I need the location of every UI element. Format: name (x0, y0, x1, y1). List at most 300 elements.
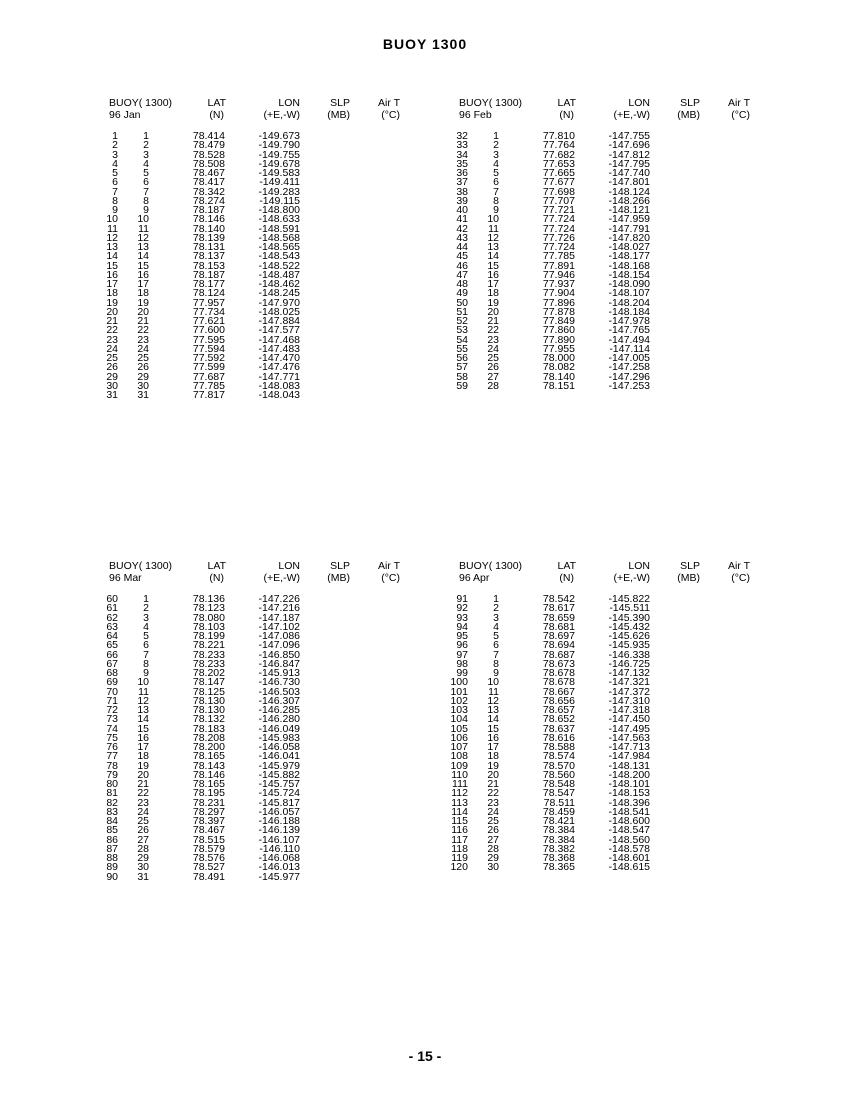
cell-day: 2 (493, 602, 499, 615)
table-row (450, 326, 850, 335)
cell-lat: 77.937 (542, 278, 575, 290)
cell-day: 12 (487, 694, 499, 707)
data-block-apr (450, 560, 850, 873)
cell-index: 51 (456, 305, 468, 318)
cell-day: 4 (493, 620, 499, 633)
cell-lon: -147.884 (258, 315, 300, 327)
cell-lon: -147.495 (608, 722, 650, 735)
cell-lat: 78.146 (192, 213, 225, 226)
header-lon-unit: (+E,-W) (263, 109, 300, 121)
cell-index: 33 (456, 139, 468, 152)
cell-lat: 77.810 (542, 130, 575, 142)
header-airt-unit: (°C) (731, 572, 750, 584)
cell-day: 13 (487, 241, 499, 253)
table-row (450, 694, 850, 707)
cell-lat: 77.890 (542, 333, 575, 346)
cell-lat: 77.721 (542, 204, 575, 216)
cell-lon: -145.913 (258, 667, 300, 679)
table-row (450, 863, 850, 872)
cell-day: 11 (138, 222, 149, 235)
cell-index: 61 (106, 602, 118, 615)
cell-lat: 78.687 (542, 648, 575, 661)
cell-index: 59 (456, 379, 468, 392)
cell-lat: 78.678 (542, 676, 575, 689)
cell-lon: -149.583 (258, 167, 300, 179)
cell-index: 49 (456, 287, 468, 300)
cell-lat: 78.459 (542, 805, 575, 818)
cell-index: 56 (456, 352, 468, 364)
cell-index: 60 (106, 593, 118, 605)
cell-lon: -146.338 (608, 648, 650, 661)
cell-day: 30 (137, 861, 149, 874)
cell-lat: 78.233 (192, 657, 225, 670)
cell-index: 16 (106, 268, 118, 281)
cell-index: 117 (451, 833, 468, 846)
cell-lon: -148.090 (608, 278, 650, 290)
cell-lon: -145.390 (608, 611, 650, 624)
cell-index: 9 (112, 204, 118, 216)
cell-lat: 78.130 (192, 704, 225, 716)
cell-index: 23 (106, 333, 118, 346)
header-lon-unit: (+E,-W) (613, 109, 650, 121)
cell-lat: 77.592 (192, 352, 225, 364)
cell-index: 78 (106, 759, 118, 772)
table-row (450, 604, 850, 613)
cell-lat: 78.297 (192, 805, 225, 818)
header-lon-unit: (+E,-W) (263, 572, 300, 584)
cell-lat: 78.368 (542, 852, 575, 864)
cell-lat: 78.124 (192, 287, 225, 300)
cell-lat: 78.508 (192, 157, 225, 170)
table-row (450, 768, 850, 781)
cell-lat: 78.382 (542, 842, 575, 855)
cell-day: 14 (487, 713, 499, 726)
cell-day: 3 (493, 611, 499, 624)
header-lat-unit: (N) (209, 572, 224, 584)
cell-index: 120 (450, 861, 468, 874)
page-number: - 15 - (408, 1048, 442, 1064)
table-row (450, 731, 850, 744)
cell-index: 96 (456, 639, 468, 652)
cell-lat: 77.621 (192, 315, 225, 327)
cell-index: 1 (112, 130, 118, 142)
cell-index: 85 (106, 824, 118, 837)
cell-index: 20 (106, 305, 118, 318)
cell-day: 7 (493, 185, 499, 198)
cell-lat: 78.617 (542, 602, 575, 615)
cell-day: 25 (487, 352, 499, 364)
header-airt: Air T (378, 97, 400, 109)
cell-lon: -146.307 (258, 694, 300, 707)
cell-lat: 77.734 (192, 305, 225, 318)
cell-index: 41 (456, 213, 468, 226)
cell-day: 3 (143, 611, 149, 624)
cell-lon: -147.696 (608, 139, 650, 152)
cell-lon: -147.086 (258, 630, 300, 642)
header-lat: LAT (207, 97, 226, 109)
cell-index: 42 (456, 222, 468, 235)
table-row (450, 780, 850, 789)
cell-day: 20 (137, 305, 149, 318)
cell-lon: -148.560 (608, 833, 650, 846)
cell-index: 95 (456, 630, 468, 642)
cell-lon: -147.812 (608, 148, 650, 161)
cell-day: 4 (143, 157, 149, 170)
cell-lat: 77.687 (192, 370, 225, 383)
cell-lon: -148.245 (258, 287, 300, 300)
cell-index: 114 (451, 805, 468, 818)
cell-index: 103 (450, 704, 468, 716)
cell-lat: 77.896 (542, 296, 575, 309)
cell-day: 23 (137, 333, 149, 346)
cell-lon: -146.725 (608, 657, 650, 670)
cell-day: 13 (137, 241, 149, 253)
cell-day: 22 (487, 787, 499, 800)
cell-lat: 78.576 (192, 852, 225, 864)
cell-lon: -147.984 (608, 750, 650, 763)
table-row (450, 268, 850, 281)
cell-index: 89 (106, 861, 118, 874)
cell-index: 119 (451, 852, 468, 864)
table-row (450, 243, 850, 252)
table-row (450, 296, 850, 309)
cell-lat: 78.678 (542, 667, 575, 679)
cell-lon: -147.801 (608, 176, 650, 189)
cell-lat: 78.231 (192, 796, 225, 809)
table-row (450, 354, 850, 363)
cell-day: 11 (488, 685, 499, 698)
cell-lon: -148.615 (608, 861, 650, 874)
period-label: 96 Feb (459, 109, 492, 121)
cell-index: 21 (106, 315, 118, 327)
cell-lon: -145.626 (608, 630, 650, 642)
cell-lat: 77.600 (192, 324, 225, 337)
table-row (450, 759, 850, 772)
cell-lon: -146.013 (258, 861, 300, 874)
cell-day: 12 (487, 231, 499, 244)
cell-index: 38 (456, 185, 468, 198)
cell-index: 14 (106, 250, 118, 263)
cell-lat: 78.202 (192, 667, 225, 679)
cell-lat: 77.785 (192, 379, 225, 392)
header-slp-unit: (MB) (677, 572, 700, 584)
cell-lat: 77.891 (542, 259, 575, 272)
cell-index: 72 (106, 704, 118, 716)
cell-lon: -145.979 (258, 759, 300, 772)
cell-index: 82 (106, 796, 118, 809)
cell-lon: -148.124 (608, 185, 650, 198)
cell-lon: -147.132 (608, 667, 650, 679)
table-row (450, 252, 850, 261)
cell-index: 110 (451, 768, 468, 781)
cell-lon: -148.565 (258, 241, 300, 253)
cell-index: 50 (456, 296, 468, 309)
table-row (450, 185, 850, 198)
cell-lat: 77.594 (192, 342, 225, 355)
cell-index: 67 (106, 657, 118, 670)
cell-index: 45 (456, 250, 468, 263)
table-row (450, 641, 850, 650)
cell-lon: -148.025 (258, 305, 300, 318)
table-row (450, 215, 850, 224)
cell-day: 6 (493, 639, 499, 652)
cell-lat: 78.143 (192, 759, 225, 772)
table-row (450, 657, 850, 670)
cell-index: 3 (112, 148, 118, 161)
cell-index: 63 (106, 620, 118, 633)
data-block-feb (450, 97, 850, 391)
cell-lon: -146.285 (258, 704, 300, 716)
cell-lat: 78.673 (542, 657, 575, 670)
cell-lat: 77.955 (542, 342, 575, 355)
cell-lat: 78.147 (192, 676, 225, 689)
cell-lon: -148.547 (608, 824, 650, 837)
cell-lon: -148.591 (258, 222, 300, 235)
cell-index: 77 (106, 750, 118, 763)
table-row (450, 678, 850, 687)
cell-index: 92 (456, 602, 468, 615)
cell-lon: -146.139 (258, 824, 300, 837)
cell-index: 22 (106, 324, 118, 337)
cell-day: 6 (143, 176, 149, 189)
cell-lon: -146.049 (258, 722, 300, 735)
cell-index: 18 (106, 287, 118, 300)
cell-lon: -147.318 (608, 704, 650, 716)
cell-lat: 78.136 (192, 593, 225, 605)
cell-lat: 78.165 (192, 778, 225, 790)
cell-day: 31 (137, 389, 149, 401)
cell-day: 26 (137, 824, 149, 837)
cell-lat: 78.667 (542, 685, 575, 698)
cell-day: 1 (493, 593, 499, 605)
table-row (100, 870, 760, 883)
header-airt-unit: (°C) (381, 109, 400, 121)
cell-index: 91 (456, 593, 468, 605)
cell-day: 26 (137, 361, 149, 374)
header-airt: Air T (728, 560, 750, 572)
cell-day: 7 (143, 185, 149, 198)
cell-day: 15 (137, 722, 149, 735)
cell-index: 100 (450, 676, 468, 689)
cell-lon: -147.216 (258, 602, 300, 615)
cell-day: 8 (493, 194, 499, 207)
cell-lon: -148.121 (608, 204, 650, 216)
cell-lat: 78.080 (192, 611, 225, 624)
cell-index: 84 (106, 815, 118, 827)
cell-lat: 78.491 (192, 870, 225, 883)
cell-lat: 78.588 (542, 741, 575, 753)
cell-lat: 78.637 (542, 722, 575, 735)
cell-lon: -148.541 (608, 805, 650, 818)
table-row (450, 611, 850, 624)
cell-index: 118 (451, 842, 468, 855)
table-row (450, 842, 850, 855)
cell-lon: -146.107 (258, 833, 300, 846)
cell-index: 46 (456, 259, 468, 272)
cell-lat: 78.548 (542, 778, 575, 790)
cell-lat: 78.132 (192, 713, 225, 726)
cell-day: 25 (137, 352, 149, 364)
cell-index: 53 (456, 324, 468, 337)
header-buoy: BUOY( 1300) (459, 97, 523, 109)
cell-lon: -148.266 (608, 194, 650, 207)
cell-lat: 78.657 (542, 704, 575, 716)
cell-lon: -146.041 (258, 750, 300, 763)
cell-lon: -148.578 (608, 842, 650, 855)
cell-day: 19 (137, 296, 149, 309)
cell-lat: 78.697 (542, 630, 575, 642)
cell-index: 30 (106, 379, 118, 392)
cell-day: 24 (487, 342, 499, 355)
cell-index: 69 (106, 676, 118, 689)
cell-lat: 78.414 (192, 130, 225, 142)
cell-lat: 77.785 (542, 250, 575, 263)
cell-lon: -145.511 (609, 602, 650, 615)
cell-lat: 77.726 (542, 231, 575, 244)
header-lon: LON (628, 97, 650, 109)
cell-index: 70 (106, 685, 118, 698)
header-lat: LAT (557, 97, 576, 109)
cell-day: 28 (137, 842, 149, 855)
table-row (450, 141, 850, 150)
cell-lon: -149.755 (258, 148, 300, 161)
cell-day: 28 (487, 842, 499, 855)
cell-lon: -148.600 (608, 815, 650, 827)
header-lat: LAT (557, 560, 576, 572)
cell-lat: 77.682 (542, 148, 575, 161)
cell-day: 27 (487, 370, 499, 383)
cell-day: 14 (137, 250, 149, 263)
table-row (450, 632, 850, 641)
cell-day: 11 (488, 222, 499, 235)
cell-lon: -148.154 (608, 268, 650, 281)
cell-lon: -148.131 (608, 759, 650, 772)
header-slp: SLP (330, 560, 350, 572)
cell-lat: 77.653 (542, 157, 575, 170)
cell-lon: -147.114 (609, 342, 650, 355)
cell-lat: 77.724 (542, 213, 575, 226)
cell-day: 19 (487, 296, 499, 309)
page-title: BUOY 1300 (382, 36, 468, 52)
cell-index: 101 (450, 685, 468, 698)
cell-day: 28 (487, 379, 499, 392)
cell-index: 10 (106, 213, 118, 226)
cell-lon: -147.765 (608, 324, 650, 337)
cell-lon: -147.563 (608, 731, 650, 744)
cell-index: 106 (450, 731, 468, 744)
cell-lon: -147.713 (608, 741, 650, 753)
cell-lon: -146.280 (258, 713, 300, 726)
cell-lon: -148.027 (608, 241, 650, 253)
cell-index: 99 (456, 667, 468, 679)
cell-day: 4 (493, 157, 499, 170)
cell-lat: 77.724 (542, 241, 575, 253)
table-row (450, 178, 850, 187)
cell-lat: 78.140 (192, 222, 225, 235)
cell-lat: 78.137 (192, 250, 225, 263)
cell-lat: 78.183 (192, 722, 225, 735)
cell-index: 115 (451, 815, 468, 827)
cell-lat: 78.547 (542, 787, 575, 800)
table-row (450, 706, 850, 715)
cell-day: 6 (143, 639, 149, 652)
cell-lat: 77.817 (192, 389, 225, 401)
cell-lon: -149.673 (258, 130, 300, 142)
cell-lat: 78.153 (192, 259, 225, 272)
cell-lon: -147.468 (258, 333, 300, 346)
cell-day: 12 (137, 694, 149, 707)
table-row (450, 342, 850, 355)
table-row (450, 363, 850, 372)
header-buoy: BUOY( 1300) (109, 97, 173, 109)
cell-index: 74 (106, 722, 118, 735)
cell-day: 23 (487, 796, 499, 809)
cell-index: 86 (106, 833, 118, 846)
cell-day: 16 (137, 731, 149, 744)
cell-lon: -145.977 (258, 870, 300, 883)
cell-index: 48 (456, 278, 468, 290)
column-headers (450, 560, 850, 586)
cell-lon: -148.543 (258, 250, 300, 263)
cell-day: 20 (487, 768, 499, 781)
cell-day: 17 (137, 741, 149, 753)
cell-index: 98 (456, 657, 468, 670)
cell-index: 57 (456, 361, 468, 374)
cell-lon: -149.283 (258, 185, 300, 198)
table-row (450, 817, 850, 826)
cell-lat: 77.677 (542, 176, 575, 189)
cell-lat: 77.957 (192, 296, 225, 309)
cell-index: 34 (456, 148, 468, 161)
cell-lon: -148.396 (608, 796, 650, 809)
cell-lat: 78.151 (542, 379, 575, 392)
cell-index: 54 (456, 333, 468, 346)
table-row (450, 317, 850, 326)
cell-lat: 78.131 (192, 241, 225, 253)
cell-lon: -146.503 (258, 685, 300, 698)
cell-lat: 78.140 (542, 370, 575, 383)
cell-index: 17 (106, 278, 118, 290)
cell-index: 102 (450, 694, 468, 707)
cell-index: 90 (106, 870, 118, 883)
cell-lat: 77.665 (542, 167, 575, 179)
cell-lat: 77.707 (542, 194, 575, 207)
table-row (450, 194, 850, 207)
cell-day: 16 (137, 268, 149, 281)
cell-day: 5 (143, 167, 149, 179)
cell-lat: 78.082 (542, 361, 575, 374)
table-row (450, 305, 850, 318)
cell-lon: -147.226 (258, 593, 300, 605)
cell-lon: -149.411 (259, 176, 300, 189)
cell-lon: -148.107 (608, 287, 650, 300)
cell-lat: 78.125 (192, 685, 225, 698)
cell-lon: -145.817 (258, 796, 300, 809)
cell-day: 10 (137, 676, 149, 689)
cell-day: 7 (493, 648, 499, 661)
cell-index: 8 (112, 194, 118, 207)
cell-lat: 78.165 (192, 750, 225, 763)
period-label: 96 Mar (109, 572, 142, 584)
cell-index: 32 (456, 130, 468, 142)
cell-lat: 77.724 (542, 222, 575, 235)
header-lon: LON (628, 560, 650, 572)
cell-index: 71 (106, 694, 118, 707)
cell-day: 1 (493, 130, 499, 142)
cell-lon: -148.204 (608, 296, 650, 309)
cell-lon: -148.043 (258, 389, 300, 401)
cell-day: 20 (487, 305, 499, 318)
